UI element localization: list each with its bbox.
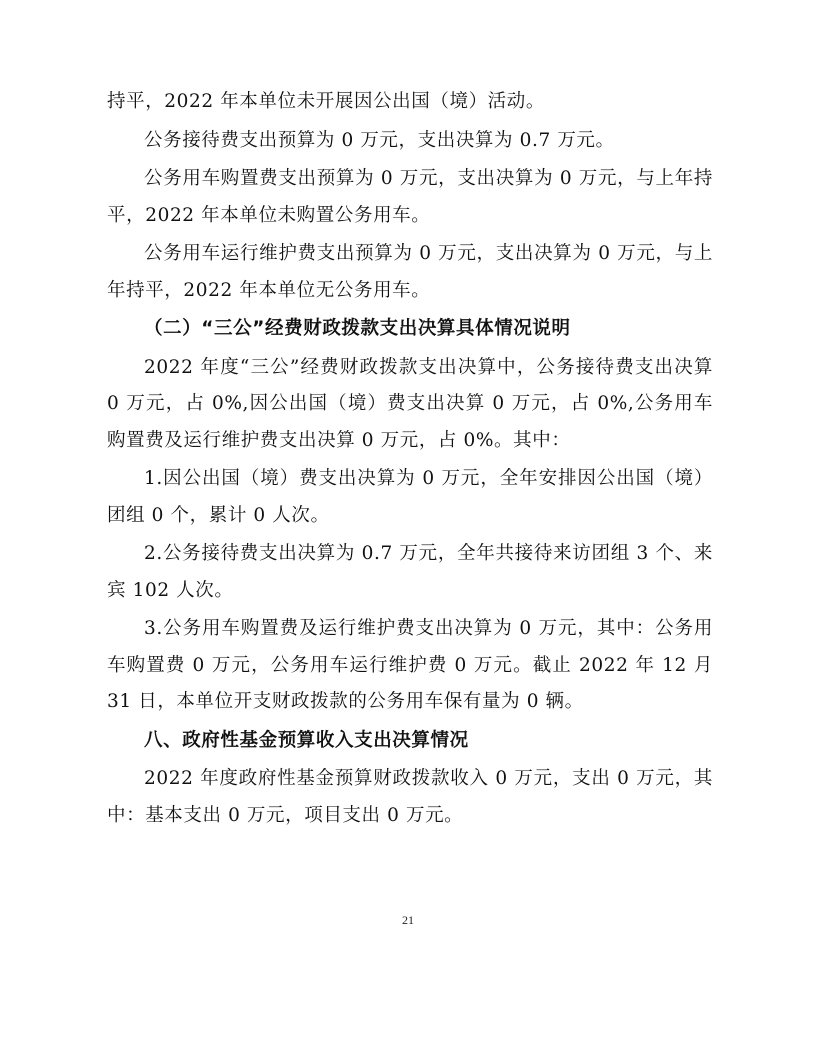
paragraph-fund-budget: 2022 年度政府性基金预算财政拨款收入 0 万元，支出 0 万元，其中：基本支出 0 万元，项目支出 0 万元。 [107, 768, 713, 826]
paragraph-reception-budget: 公务接待费支出预算为 0 万元，支出决算为 0.7 万元。 [144, 129, 615, 151]
paragraph-vehicle-maintenance: 公务用车运行维护费支出预算为 0 万元，支出决算为 0 万元，与上年持平，2022 年本单位无公务用车。 [107, 243, 713, 301]
section-subheading: （二）“三公”经费财政拨款支出决算具体情况说明 [144, 318, 571, 339]
paragraph-item-3: 3.公务用车购置费及运行维护费支出决算为 0 万元，其中：公务用车购置费 0 万元，公务用车运行维护费 0 万元。截止 2022 年 12 月 31 日，本单位开支财政拨款的公务用车保有量为 0 辆。 [107, 618, 713, 712]
paragraph-three-expenses-summary: 2022 年度“三公”经费财政拨款支出决算中，公务接待费支出决算 0 万元，占 0%,因公出国（境）费支出决算 0 万元，占 0%,公务用车购置费及运行维护费支出决算 0 万元，占 0%。其中： [107, 356, 713, 451]
paragraph-item-2: 2.公务接待费支出决算为 0.7 万元，全年共接待来访团组 3 个、来宾 102 人次。 [107, 543, 713, 601]
page-number: 21 [402, 913, 414, 927]
page-content [107, 84, 713, 836]
paragraph-continuation: 持平，2022 年本单位未开展因公出国（境）活动。 [107, 91, 545, 112]
paragraph-item-1: 1.因公出国（境）费支出决算为 0 万元，全年安排因公出国（境）团组 0 个，累计 0 人次。 [107, 468, 713, 526]
paragraph-vehicle-purchase: 公务用车购置费支出预算为 0 万元，支出决算为 0 万元，与上年持平，2022 年本单位未购置公务用车。 [107, 168, 713, 226]
section-heading: 八、政府性基金预算收入支出决算情况 [144, 729, 469, 751]
